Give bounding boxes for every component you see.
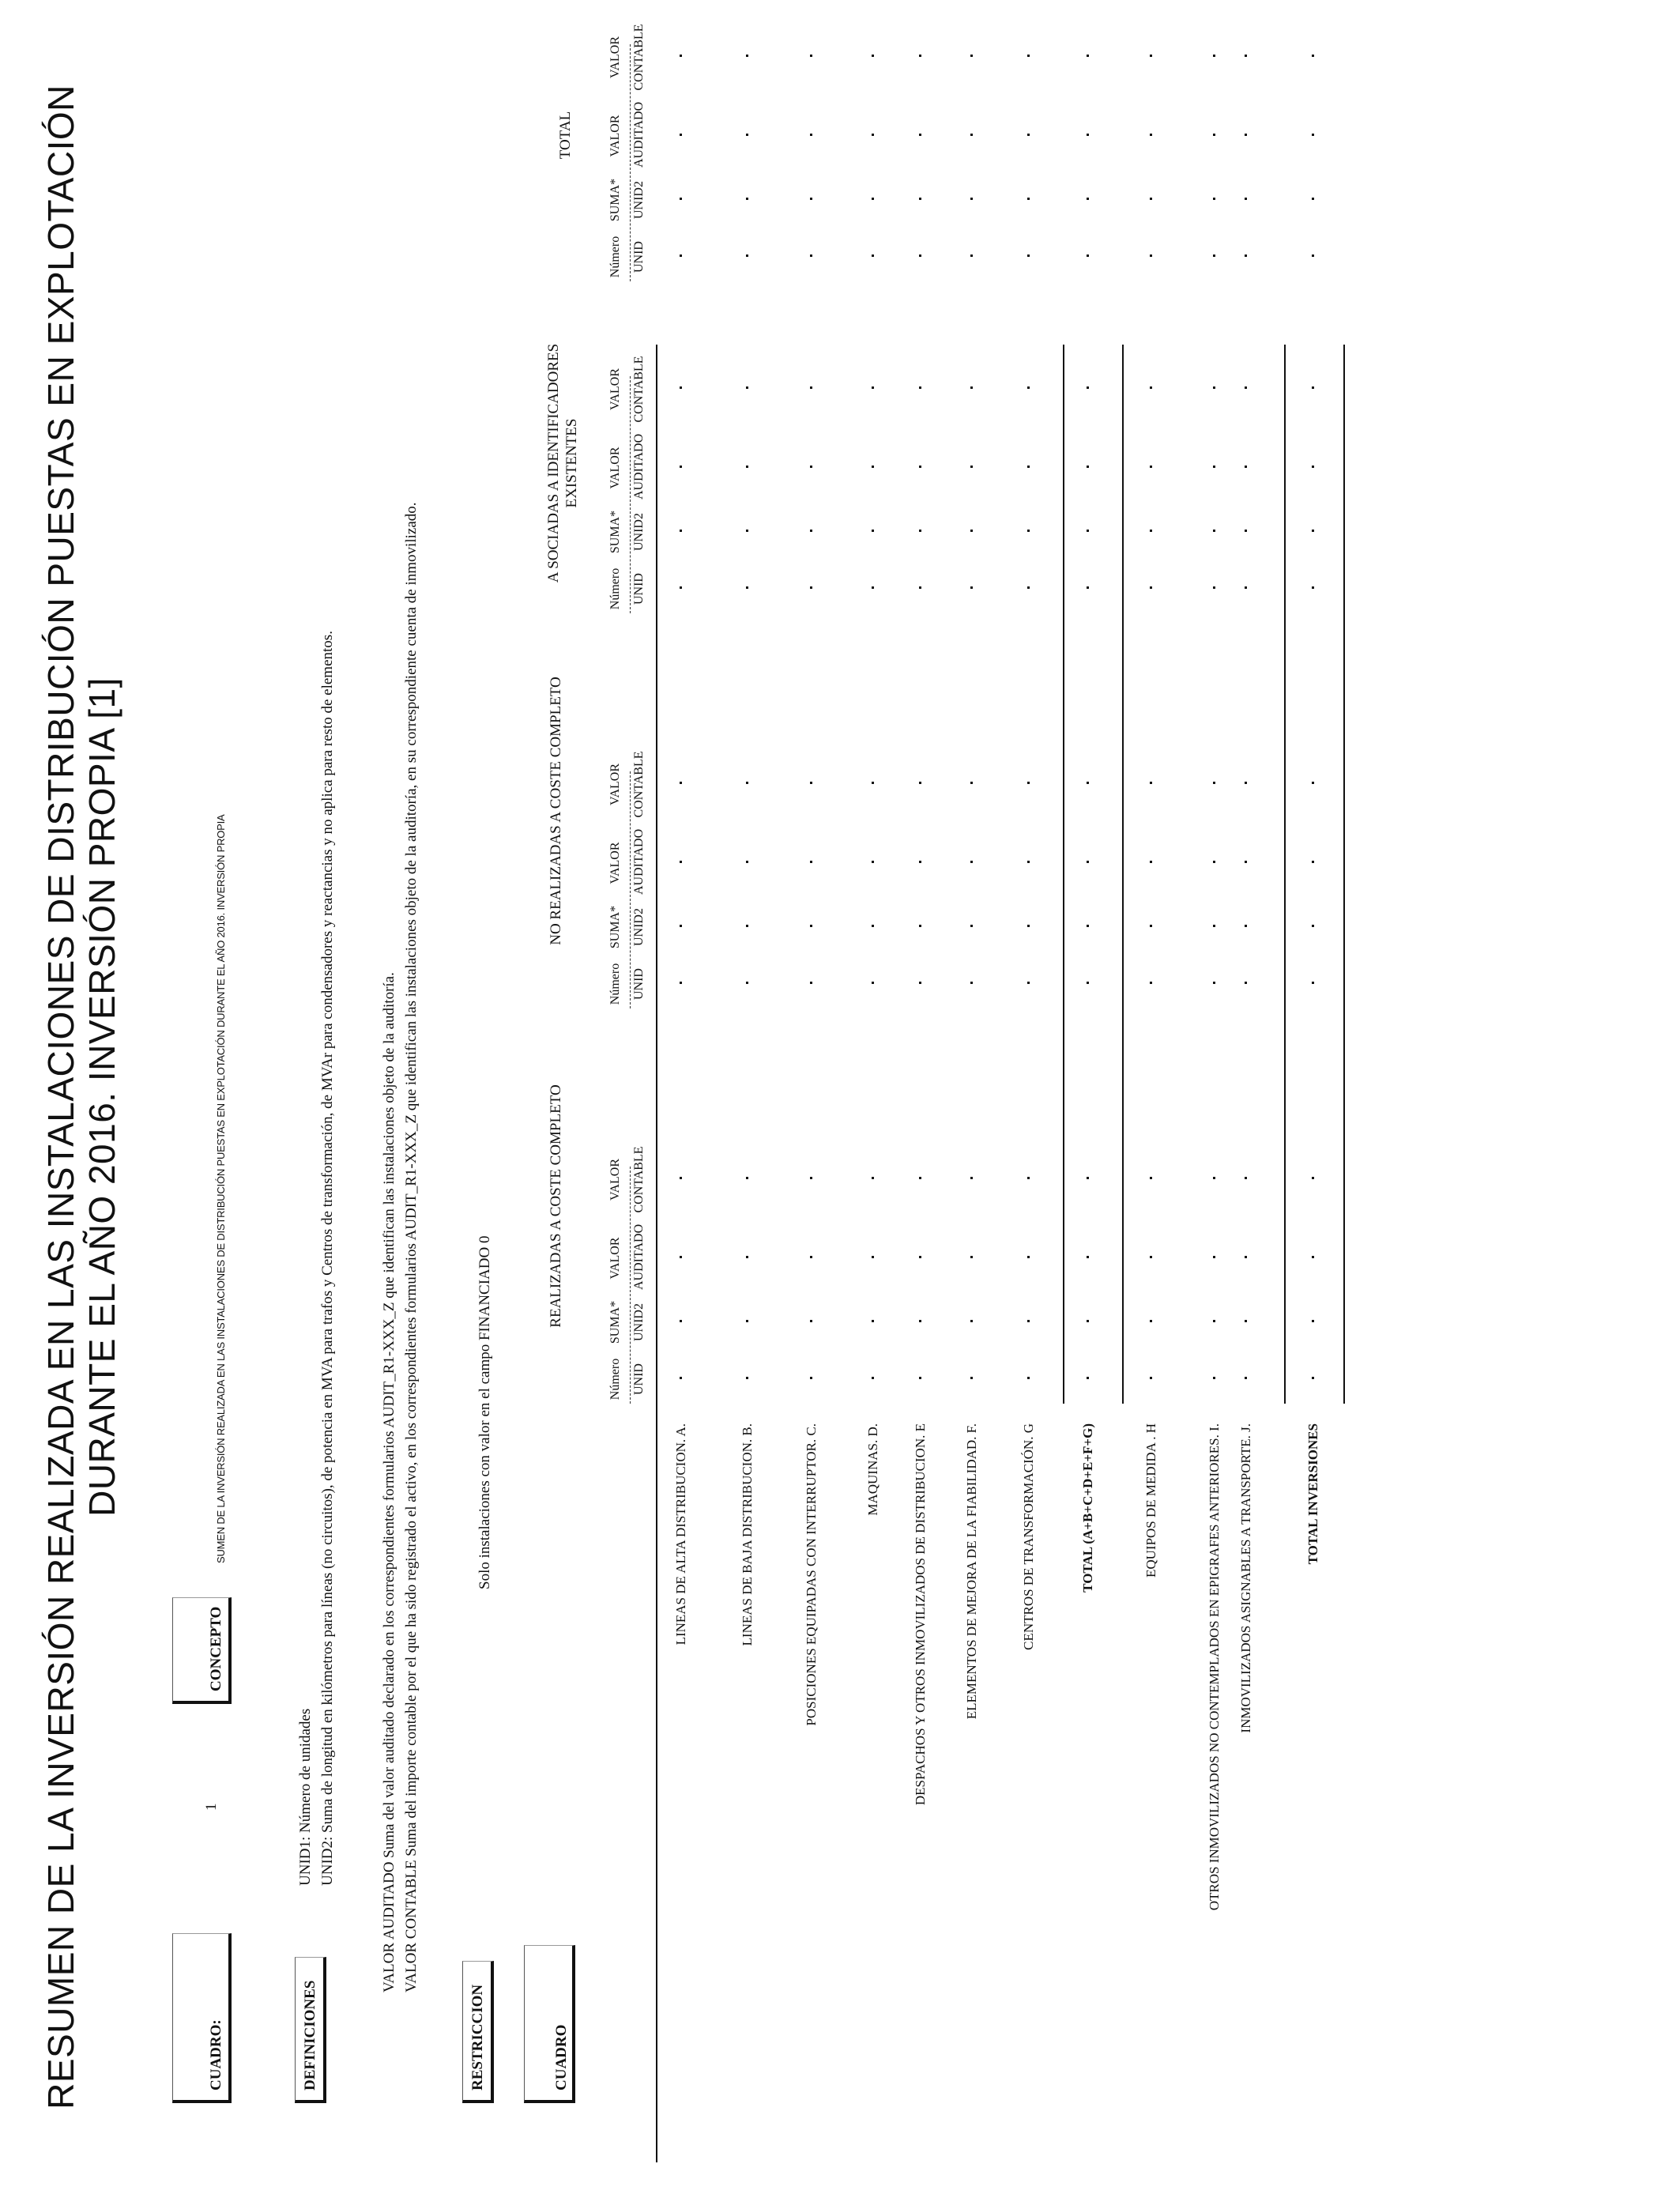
concepto-text: SUMEN DE LA INVERSIÓN REALIZADA EN LAS INSTALACIONES DE DISTRIBUCIÓN PUESTAS EN EXPLOTACIÓN DURANTE EL AÑO 2016. INVERSIÓN PROPIA	[215, 814, 227, 1563]
empty-cell-marker	[746, 1178, 748, 1180]
row-label: TOTAL (A+B+C+D+E+F+G)	[1080, 1423, 1095, 1593]
empty-cell-marker	[1150, 530, 1152, 532]
empty-cell-marker	[919, 782, 921, 785]
empty-cell-marker	[1150, 861, 1152, 863]
empty-cell-marker	[1312, 782, 1314, 785]
empty-cell-marker	[746, 1377, 748, 1379]
col-header-top: VALOR	[608, 1158, 622, 1201]
empty-cell-marker	[680, 530, 682, 532]
col-header-bottom: UNID2	[632, 908, 646, 946]
empty-cell-marker	[919, 861, 921, 863]
row-label: INMOVILIZADOS ASIGNABLES A TRANSPORTE. J.	[1238, 1423, 1253, 1733]
empty-cell-marker	[872, 1256, 874, 1258]
empty-cell-marker	[680, 1256, 682, 1258]
empty-cell-marker	[680, 982, 682, 984]
empty-cell-marker	[1245, 198, 1247, 200]
empty-cell-marker	[746, 782, 748, 785]
group-sub-rule	[630, 771, 631, 1008]
empty-cell-marker	[1027, 925, 1030, 927]
row-label: DESPACHOS Y OTROS INMOVILIZADOS DE DISTRIBUCION. E	[913, 1423, 928, 1806]
empty-cell-marker	[1312, 1377, 1314, 1379]
empty-cell-marker	[1213, 466, 1215, 468]
cuadro-number: 1	[203, 1803, 220, 1811]
empty-cell-marker	[919, 530, 921, 532]
col-header-top: SUMA*	[608, 510, 622, 554]
empty-cell-marker	[746, 925, 748, 927]
concepto-box	[172, 1597, 232, 1704]
empty-cell-marker	[810, 134, 812, 136]
col-header-top: SUMA*	[608, 1300, 622, 1344]
empty-cell-marker	[746, 134, 748, 136]
empty-cell-marker	[1087, 254, 1089, 257]
empty-cell-marker	[872, 586, 874, 589]
empty-cell-marker	[1087, 134, 1089, 136]
empty-cell-marker	[810, 55, 812, 58]
empty-cell-marker	[1150, 198, 1152, 200]
group-sub-rule	[630, 376, 631, 613]
col-header-top: VALOR	[608, 842, 622, 884]
empty-cell-marker	[1245, 254, 1247, 257]
empty-cell-marker	[810, 782, 812, 785]
empty-cell-marker	[970, 387, 973, 390]
empty-cell-marker	[1245, 1256, 1247, 1258]
definiciones-label: DEFINICIONES	[302, 1980, 318, 2090]
empty-cell-marker	[919, 254, 921, 257]
col-header-bottom: AUDITADO	[632, 101, 646, 168]
empty-cell-marker	[680, 861, 682, 863]
definition-unid1: UNID1: Número de unidades	[297, 1708, 314, 1886]
empty-cell-marker	[970, 925, 973, 927]
empty-cell-marker	[1087, 586, 1089, 589]
empty-cell-marker	[680, 1377, 682, 1379]
empty-cell-marker	[746, 466, 748, 468]
group-sub-rule	[630, 1167, 631, 1404]
empty-cell-marker	[1027, 1256, 1030, 1258]
empty-cell-marker	[680, 586, 682, 589]
col-header-bottom: UNID	[632, 968, 646, 1000]
empty-cell-marker	[872, 466, 874, 468]
empty-cell-marker	[1213, 387, 1215, 390]
empty-cell-marker	[919, 198, 921, 200]
col-header-bottom: UNID2	[632, 181, 646, 219]
empty-cell-marker	[919, 134, 921, 136]
empty-cell-marker	[919, 1256, 921, 1258]
definition-unid2: UNID2: Suma de longitud en kilómetros para líneas (no circuitos), de potencia en MVA para trafos y Centros de transformación, de MVAr para condensadores y reactancias y no aplica para resto de elementos.	[319, 631, 336, 1886]
empty-cell-marker	[1245, 134, 1247, 136]
empty-cell-marker	[1150, 1377, 1152, 1379]
col-header-bottom: UNID2	[632, 513, 646, 551]
empty-cell-marker	[1087, 1320, 1089, 1322]
empty-cell-marker	[810, 586, 812, 589]
total-rule	[1343, 345, 1345, 1404]
empty-cell-marker	[680, 387, 682, 390]
empty-cell-marker	[1087, 861, 1089, 863]
empty-cell-marker	[1245, 1320, 1247, 1322]
empty-cell-marker	[1087, 1256, 1089, 1258]
empty-cell-marker	[919, 466, 921, 468]
empty-cell-marker	[680, 134, 682, 136]
row-label: LINEAS DE ALTA DISTRIBUCION. A.	[673, 1423, 688, 1646]
concepto-label: CONCEPTO	[208, 1606, 224, 1691]
empty-cell-marker	[1213, 530, 1215, 532]
empty-cell-marker	[1027, 1377, 1030, 1379]
empty-cell-marker	[1087, 1377, 1089, 1379]
row-label: TOTAL INVERSIONES	[1305, 1423, 1320, 1565]
empty-cell-marker	[810, 982, 812, 984]
empty-cell-marker	[810, 1256, 812, 1258]
empty-cell-marker	[872, 1178, 874, 1180]
col-header-top: VALOR	[608, 368, 622, 411]
empty-cell-marker	[1312, 55, 1314, 58]
empty-cell-marker	[810, 387, 812, 390]
cuadro-table-label: CUADRO	[553, 2024, 570, 2090]
empty-cell-marker	[872, 198, 874, 200]
empty-cell-marker	[919, 925, 921, 927]
empty-cell-marker	[1245, 55, 1247, 58]
empty-cell-marker	[746, 1256, 748, 1258]
row-label: ELEMENTOS DE MEJORA DE LA FIABILIDAD. F.	[964, 1423, 979, 1720]
empty-cell-marker	[1312, 586, 1314, 589]
restriccion-box	[462, 1961, 494, 2103]
empty-cell-marker	[1312, 254, 1314, 257]
cuadro-table-box	[524, 1945, 575, 2103]
total-rule	[1063, 345, 1064, 1404]
empty-cell-marker	[1213, 782, 1215, 785]
empty-cell-marker	[1312, 530, 1314, 532]
col-header-top: SUMA*	[608, 905, 622, 949]
empty-cell-marker	[1245, 925, 1247, 927]
empty-cell-marker	[746, 861, 748, 863]
empty-cell-marker	[680, 198, 682, 200]
empty-cell-marker	[810, 1377, 812, 1379]
empty-cell-marker	[1312, 861, 1314, 863]
empty-cell-marker	[872, 982, 874, 984]
col-header-top: Número	[608, 1358, 622, 1400]
empty-cell-marker	[810, 254, 812, 257]
empty-cell-marker	[970, 55, 973, 58]
empty-cell-marker	[1027, 861, 1030, 863]
total-rule	[1284, 345, 1286, 1404]
empty-cell-marker	[1245, 466, 1247, 468]
empty-cell-marker	[970, 1178, 973, 1180]
empty-cell-marker	[970, 198, 973, 200]
row-label: LINEAS DE BAJA DISTRIBUCION. B.	[740, 1423, 755, 1646]
empty-cell-marker	[1245, 982, 1247, 984]
empty-cell-marker	[970, 254, 973, 257]
empty-cell-marker	[1150, 387, 1152, 390]
empty-cell-marker	[1027, 982, 1030, 984]
empty-cell-marker	[1150, 134, 1152, 136]
empty-cell-marker	[1087, 55, 1089, 58]
empty-cell-marker	[970, 982, 973, 984]
empty-cell-marker	[919, 1178, 921, 1180]
empty-cell-marker	[1245, 530, 1247, 532]
empty-cell-marker	[746, 530, 748, 532]
empty-cell-marker	[970, 134, 973, 136]
col-header-top: VALOR	[608, 763, 622, 806]
total-rule	[1122, 345, 1124, 1404]
empty-cell-marker	[680, 1178, 682, 1180]
empty-cell-marker	[1213, 925, 1215, 927]
definition-valor-auditado: VALOR AUDITADO Suma del valor auditado declarado en los correspondientes formularios AUDIT_R1-XXX_Z que identifican las instalaciones objeto de la auditoría.	[381, 972, 397, 1992]
empty-cell-marker	[970, 782, 973, 785]
empty-cell-marker	[970, 466, 973, 468]
empty-cell-marker	[872, 55, 874, 58]
col-header-bottom: UNID2	[632, 1303, 646, 1341]
empty-cell-marker	[810, 530, 812, 532]
empty-cell-marker	[1027, 1320, 1030, 1322]
empty-cell-marker	[1312, 466, 1314, 468]
empty-cell-marker	[970, 1256, 973, 1258]
empty-cell-marker	[680, 254, 682, 257]
empty-cell-marker	[1312, 198, 1314, 200]
group-title-total: TOTAL	[557, 111, 574, 160]
empty-cell-marker	[1027, 387, 1030, 390]
definition-valor-contable: VALOR CONTABLE Suma del importe contable por el que ha sido registrado el activo, en los correspondientes formularios AUDIT_R1-XXX_Z que identifican las instalaciones objeto de la auditoría, en su correspondiente cuenta de inmovilizado.	[403, 502, 420, 1992]
group-title-asociadas: A SOCIADAS A IDENTIFICADORES EXISTENTES	[545, 343, 580, 583]
empty-cell-marker	[1150, 1256, 1152, 1258]
row-label: POSICIONES EQUIPADAS CON INTERRUPTOR. C.	[804, 1423, 819, 1726]
empty-cell-marker	[1245, 782, 1247, 785]
empty-cell-marker	[970, 586, 973, 589]
col-header-bottom: AUDITADO	[632, 1223, 646, 1290]
empty-cell-marker	[872, 1320, 874, 1322]
empty-cell-marker	[872, 1377, 874, 1379]
empty-cell-marker	[1150, 254, 1152, 257]
empty-cell-marker	[872, 254, 874, 257]
empty-cell-marker	[1087, 387, 1089, 390]
row-label: CENTROS DE TRANSFORMACIÓN. G	[1021, 1423, 1036, 1650]
empty-cell-marker	[970, 1377, 973, 1379]
empty-cell-marker	[1027, 466, 1030, 468]
empty-cell-marker	[970, 1320, 973, 1322]
col-header-top: Número	[608, 963, 622, 1005]
empty-cell-marker	[746, 198, 748, 200]
group-sub-rule	[630, 44, 631, 281]
empty-cell-marker	[1245, 861, 1247, 863]
empty-cell-marker	[1027, 1178, 1030, 1180]
empty-cell-marker	[1312, 387, 1314, 390]
cuadro-label: CUADRO:	[208, 2019, 224, 2090]
col-header-bottom: AUDITADO	[632, 433, 646, 499]
col-header-top: VALOR	[608, 1237, 622, 1280]
empty-cell-marker	[919, 1320, 921, 1322]
empty-cell-marker	[1027, 134, 1030, 136]
col-header-bottom: CONTABLE	[632, 751, 646, 818]
col-header-bottom: CONTABLE	[632, 1146, 646, 1213]
empty-cell-marker	[1087, 198, 1089, 200]
row-label: MAQUINAS. D.	[865, 1423, 880, 1516]
definiciones-box	[295, 1957, 326, 2103]
page-title-line1: RESUMEN DE LA INVERSIÓN REALIZADA EN LAS INSTALACIONES DE DISTRIBUCIÓN PUESTAS EN EXPLOTACIÓN	[40, 85, 81, 2109]
empty-cell-marker	[1245, 1178, 1247, 1180]
empty-cell-marker	[810, 466, 812, 468]
empty-cell-marker	[1213, 586, 1215, 589]
empty-cell-marker	[1312, 1320, 1314, 1322]
empty-cell-marker	[680, 55, 682, 58]
empty-cell-marker	[970, 861, 973, 863]
empty-cell-marker	[746, 982, 748, 984]
empty-cell-marker	[680, 1320, 682, 1322]
empty-cell-marker	[1027, 530, 1030, 532]
col-header-bottom: UNID	[632, 573, 646, 605]
empty-cell-marker	[1027, 198, 1030, 200]
empty-cell-marker	[1150, 1320, 1152, 1322]
empty-cell-marker	[1312, 982, 1314, 984]
empty-cell-marker	[1213, 1320, 1215, 1322]
empty-cell-marker	[1087, 925, 1089, 927]
empty-cell-marker	[970, 530, 973, 532]
empty-cell-marker	[1312, 925, 1314, 927]
empty-cell-marker	[919, 982, 921, 984]
empty-cell-marker	[1027, 586, 1030, 589]
col-header-top: Número	[608, 567, 622, 610]
empty-cell-marker	[919, 55, 921, 58]
empty-cell-marker	[746, 387, 748, 390]
empty-cell-marker	[1027, 55, 1030, 58]
empty-cell-marker	[1245, 387, 1247, 390]
row-label: OTROS INMOVILIZADOS NO CONTEMPLADOS EN EPIGRAFES ANTERIORES. I.	[1207, 1423, 1222, 1911]
empty-cell-marker	[680, 466, 682, 468]
empty-cell-marker	[872, 925, 874, 927]
restriccion-text: Solo instalaciones con valor en el campo FINANCIADO 0	[477, 1235, 493, 1589]
empty-cell-marker	[1213, 55, 1215, 58]
empty-cell-marker	[810, 925, 812, 927]
group-title-realizadas: REALIZADAS A COSTE COMPLETO	[548, 1084, 564, 1328]
empty-cell-marker	[1087, 530, 1089, 532]
empty-cell-marker	[680, 925, 682, 927]
empty-cell-marker	[1150, 466, 1152, 468]
empty-cell-marker	[1087, 466, 1089, 468]
empty-cell-marker	[1213, 134, 1215, 136]
empty-cell-marker	[1312, 1256, 1314, 1258]
empty-cell-marker	[1312, 134, 1314, 136]
empty-cell-marker	[1027, 254, 1030, 257]
col-header-bottom: AUDITADO	[632, 828, 646, 895]
empty-cell-marker	[872, 782, 874, 785]
col-header-bottom: CONTABLE	[632, 24, 646, 91]
row-label: EQUIPOS DE MEDIDA . H	[1143, 1423, 1158, 1578]
empty-cell-marker	[810, 1320, 812, 1322]
col-header-top: VALOR	[608, 447, 622, 489]
empty-cell-marker	[1150, 782, 1152, 785]
empty-cell-marker	[872, 861, 874, 863]
empty-cell-marker	[746, 55, 748, 58]
col-header-bottom: UNID	[632, 241, 646, 273]
empty-cell-marker	[810, 198, 812, 200]
empty-cell-marker	[1213, 254, 1215, 257]
empty-cell-marker	[746, 1320, 748, 1322]
page-title-line2: DURANTE EL AÑO 2016. INVERSIÓN PROPIA [1]	[81, 677, 122, 1517]
empty-cell-marker	[872, 387, 874, 390]
empty-cell-marker	[1213, 1377, 1215, 1379]
empty-cell-marker	[1245, 1377, 1247, 1379]
empty-cell-marker	[746, 586, 748, 589]
empty-cell-marker	[1150, 1178, 1152, 1180]
empty-cell-marker	[1245, 586, 1247, 589]
empty-cell-marker	[1213, 1178, 1215, 1180]
empty-cell-marker	[1312, 1178, 1314, 1180]
empty-cell-marker	[1213, 982, 1215, 984]
empty-cell-marker	[1027, 782, 1030, 785]
empty-cell-marker	[1087, 1178, 1089, 1180]
empty-cell-marker	[1150, 55, 1152, 58]
col-header-bottom: UNID	[632, 1363, 646, 1395]
empty-cell-marker	[919, 586, 921, 589]
empty-cell-marker	[680, 782, 682, 785]
empty-cell-marker	[1087, 782, 1089, 785]
empty-cell-marker	[1150, 586, 1152, 589]
col-header-top: VALOR	[608, 36, 622, 79]
restriccion-label: RESTRICCION	[469, 1984, 486, 2090]
empty-cell-marker	[810, 1178, 812, 1180]
empty-cell-marker	[1213, 861, 1215, 863]
group-title-no-realizadas: NO REALIZADAS A COSTE COMPLETO	[548, 677, 564, 945]
empty-cell-marker	[919, 387, 921, 390]
empty-cell-marker	[1213, 198, 1215, 200]
empty-cell-marker	[919, 1377, 921, 1379]
empty-cell-marker	[872, 134, 874, 136]
col-header-bottom: CONTABLE	[632, 356, 646, 423]
empty-cell-marker	[1213, 1256, 1215, 1258]
cuadro-box	[172, 1933, 232, 2103]
col-header-top: VALOR	[608, 115, 622, 157]
empty-cell-marker	[746, 254, 748, 257]
col-header-top: Número	[608, 236, 622, 278]
col-header-top: SUMA*	[608, 178, 622, 222]
empty-cell-marker	[1087, 982, 1089, 984]
empty-cell-marker	[1150, 925, 1152, 927]
empty-cell-marker	[810, 861, 812, 863]
empty-cell-marker	[872, 530, 874, 532]
empty-cell-marker	[1150, 982, 1152, 984]
header-rule	[656, 345, 657, 2162]
